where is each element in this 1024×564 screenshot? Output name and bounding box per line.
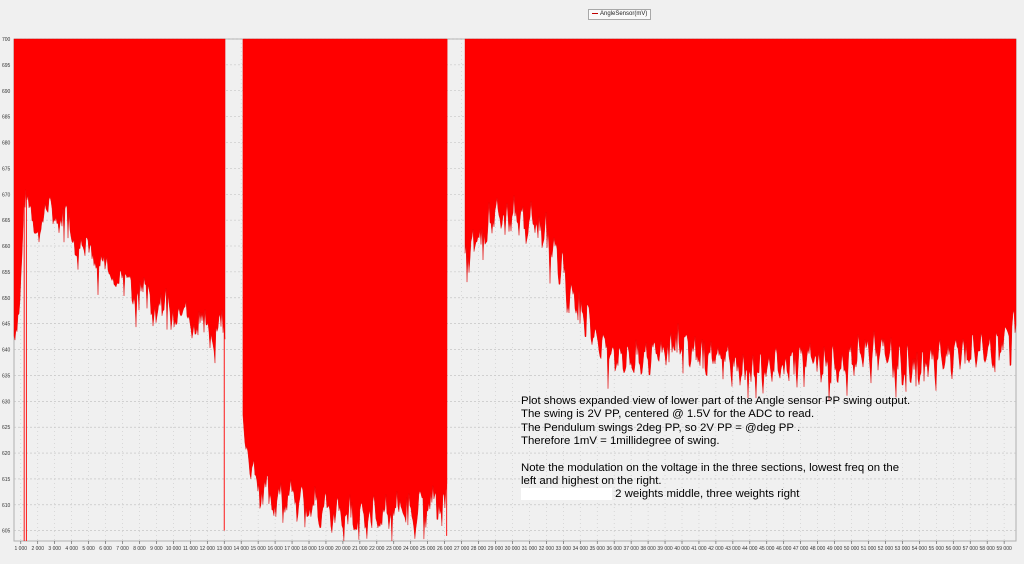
y-tick-label: 690 [2, 88, 11, 95]
x-tick-label: 39 000 [657, 546, 673, 552]
x-tick-label: 32 000 [538, 546, 555, 552]
x-tick-label: 18 000 [301, 546, 317, 552]
x-tick-label: 45 000 [759, 546, 775, 552]
x-tick-label: 40 000 [674, 546, 690, 552]
x-tick-label: 7 000 [116, 546, 129, 552]
y-tick-label: 655 [2, 269, 11, 276]
y-tick-label: 645 [2, 321, 11, 328]
y-tick-label: 670 [2, 192, 11, 199]
annotation-line-1: Plot shows expanded view of lower part of the Angle sensor PP swing output. [521, 395, 911, 407]
y-tick-label: 620 [2, 451, 11, 458]
redaction-mask [521, 488, 612, 500]
annotation-line-6: left and highest on the right. [521, 475, 662, 488]
x-tick-label: 24 000 [403, 546, 419, 552]
y-tick-label: 605 [2, 528, 11, 535]
x-tick-label: 12 000 [199, 546, 215, 552]
x-tick-label: 22 000 [369, 546, 385, 552]
y-tick-label: 625 [2, 425, 11, 432]
x-tick-label: 6 000 [99, 546, 112, 552]
x-tick-label: 11 000 [182, 546, 198, 552]
y-tick-label: 615 [2, 476, 11, 483]
x-tick-label: 19 000 [318, 546, 334, 552]
x-tick-label: 55 000 [928, 546, 944, 552]
y-tick-label: 695 [2, 62, 11, 69]
x-tick-label: 42 000 [708, 546, 724, 552]
x-tick-label: 53 000 [894, 546, 911, 552]
y-tick-label: 610 [2, 502, 11, 509]
x-tick-label: 56 000 [945, 546, 961, 552]
x-tick-label: 46 000 [776, 546, 792, 552]
x-tick-label: 52 000 [877, 546, 894, 552]
x-tick-label: 49 000 [826, 546, 843, 552]
annotation-line-7: 2 weights middle, three weights right [615, 488, 800, 501]
x-tick-label: 30 000 [504, 546, 521, 552]
y-tick-label: 685 [2, 114, 11, 121]
x-tick-label: 14 000 [233, 546, 249, 552]
annotation-line-4: Therefore 1mV = 1millidegree of swing. [521, 435, 720, 448]
x-tick-label: 1 000 [14, 546, 28, 552]
x-tick-label: 20 000 [335, 546, 351, 552]
series-area-segment [243, 39, 447, 541]
x-tick-label: 26 000 [436, 546, 453, 552]
annotation-line-2: The swing is 2V PP, centered @ 1.5V for the ADC to read. [521, 408, 815, 421]
x-tick-label: 15 000 [250, 546, 266, 552]
y-tick-label: 675 [2, 166, 11, 173]
annotation-line-3: The Pendulum swings 2deg PP, so 2V PP = @deg PP . [521, 421, 801, 434]
x-tick-label: 54 000 [911, 546, 928, 552]
annotation-text [521, 395, 1011, 502]
annotation-line-5: Note the modulation on the voltage in the three sections, lowest freq on the [521, 461, 900, 474]
x-tick-label: 5 000 [82, 546, 95, 552]
x-tick-label: 3 000 [48, 546, 61, 552]
legend [588, 9, 651, 20]
x-tick-label: 33 000 [555, 546, 571, 552]
x-tick-label: 23 000 [386, 546, 402, 552]
y-tick-label: 640 [2, 347, 11, 354]
x-tick-label: 2 000 [31, 546, 44, 552]
x-tick-label: 48 000 [809, 546, 826, 552]
x-tick-label: 9 000 [150, 546, 163, 552]
x-tick-label: 4 000 [65, 546, 78, 552]
x-tick-label: 27 000 [453, 546, 470, 552]
y-tick-label: 650 [2, 295, 11, 302]
y-tick-label: 635 [2, 373, 11, 380]
x-tick-label: 21 000 [352, 546, 368, 552]
x-tick-label: 36 000 [606, 546, 622, 552]
x-tick-label: 31 000 [521, 546, 538, 552]
x-tick-label: 17 000 [284, 546, 300, 552]
x-tick-label: 37 000 [623, 546, 639, 552]
x-tick-label: 34 000 [572, 546, 588, 552]
x-tick-label: 59 000 [996, 546, 1012, 552]
x-tick-label: 57 000 [962, 546, 978, 552]
y-tick-label: 680 [2, 140, 11, 147]
x-tick-label: 58 000 [979, 546, 995, 552]
annotation-line-7-row [521, 488, 1011, 501]
y-tick-label: 665 [2, 218, 11, 225]
x-tick-label: 44 000 [742, 546, 758, 552]
x-tick-label: 25 000 [420, 546, 436, 552]
y-tick-label: 660 [2, 244, 11, 251]
x-tick-label: 43 000 [725, 546, 741, 552]
legend-swatch [592, 13, 598, 14]
x-tick-label: 10 000 [165, 546, 182, 552]
annotation-gap [521, 449, 1011, 462]
x-tick-label: 50 000 [843, 546, 860, 552]
x-tick-label: 41 000 [691, 546, 707, 552]
x-tick-label: 38 000 [640, 546, 656, 552]
x-tick-label: 8 000 [133, 546, 146, 552]
x-tick-label: 51 000 [860, 546, 877, 552]
legend-entry: AngleSensor(mV) [600, 11, 648, 17]
x-tick-label: 16 000 [267, 546, 283, 552]
y-tick-label: 630 [2, 399, 11, 406]
x-tick-label: 47 000 [793, 546, 809, 552]
x-tick-label: 35 000 [589, 546, 605, 552]
y-tick-label: 700 [2, 37, 11, 43]
x-tick-label: 29 000 [487, 546, 504, 552]
x-tick-label: 13 000 [216, 546, 232, 552]
x-tick-label: 28 000 [470, 546, 487, 552]
